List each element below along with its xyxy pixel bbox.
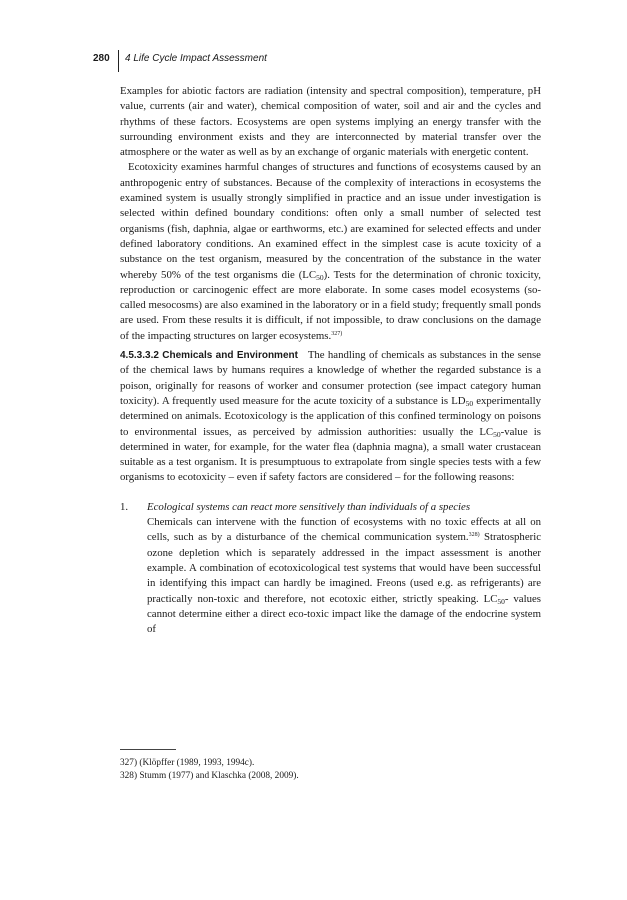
footnotes [120,757,299,782]
chapter-title: 4 Life Cycle Impact Assessment [125,53,267,64]
paragraph-ecotoxicity: Ecotoxicity examines harmful changes of structures and functions of ecosystems caused by an anthropogenic entry of substances. Because of the complexity of interactions in ecosystems the examined system is usually strongly simplified in practice and an issue under investigation is selected within defined boundary conditions: often only a small number of selected test organisms (fish, daphnia, algae or earthworms, etc.) are examined for selected effects and under defined laboratory conditions. An examined effect in the simplest case is acute toxicity of a substance on the test organism, measured by the concentration of the substance in the water whereby 50% of the test organisms die $(LC_{50})$. Tests for the determination of chronic toxicity, reproduction or carcinogenic effect are more elaborate. In some cases model ecosystems (so-called mesocosms) are also examined in the laboratory or in a field study; frequently small ponds are used. From these results it is difficult, if not impossible, to draw conclusions on the damage of the impacting structures on larger ecosystems.$^{327)}$ [120,161,541,342]
body-text [120,84,541,637]
footnote-327: 327) (Klöpffer (1989, 1993, 1994c). [120,758,255,768]
page-number: 280 [93,53,110,64]
list-item-title: Ecological systems can react more sensitively than individuals of a species [147,500,471,513]
section-heading: 4.5.3.3.2 Chemicals and Environment [120,350,298,362]
header-divider [118,50,119,72]
footnote-328: 328) Stumm (1977) and Klaschka (2008, 2009). [120,770,299,781]
footnote-ref-327: 327) [331,330,343,337]
numbered-list [120,500,541,638]
list-item-body: Chemicals can intervene with the function of ecosystems with no toxic effects at all on cells, such as by a disturbance of the chemical communication system.$^{328)}$ Stratospheric ozone depletion which is separately addressed in the impact assessment is another example. A combination of ecotoxicological test systems that would have been successful in identifying this impact can hardly be imagined. Freons (used e.g. as refrigerants) are practically non-toxic and therefore, not ecotoxic either, strictly speaking. $LC_{50}-$ values cannot determine either a direct eco-toxic impact like the damage of the endocrine system of [147,516,541,636]
list-number: 1. [120,500,129,513]
list-item [147,500,541,638]
running-header [93,50,573,72]
section-chemicals-environment: 4.5.3.3.2 Chemicals and Environment The handling of chemicals as substances in the sense of the chemical laws by humans requires a knowledge of whether the regarded substance is a poison, originally for reasons of worker and consumer protection (see impact category human toxicity). A frequently used measure for the acute toxicity of a substance is $LD_{50}$ experimentally determined on animals. Ecotoxicology is the application of this confined terminology on poisons to environmental issues, as perceived by admission authorities: usually the $LC_{50}$-value is determined in water, for example, for the water flea (daphnia magna), a small water crustacean suitable as a test organism. It is presumptuous to extrapolate from single species tests with a few organisms to ecotoxicity – even if safety factors are considered – for the following reasons: [120,349,541,484]
paragraph-abiotic-factors: Examples for abiotic factors are radiation (intensity and spectral composition), temperature, pH value, currents (air and water), chemical composition of water, soil and air and the cycles and rhythms of these factors. Ecosystems are open systems implying an energy transfer with the surrounding environment exists and they are interconnected by material transfer over the atmosphere or the water as well as by an exchange of organic materials with energetic content. [120,85,541,159]
footnote-divider [120,749,176,750]
footnote-ref-328: 328) [468,532,480,539]
